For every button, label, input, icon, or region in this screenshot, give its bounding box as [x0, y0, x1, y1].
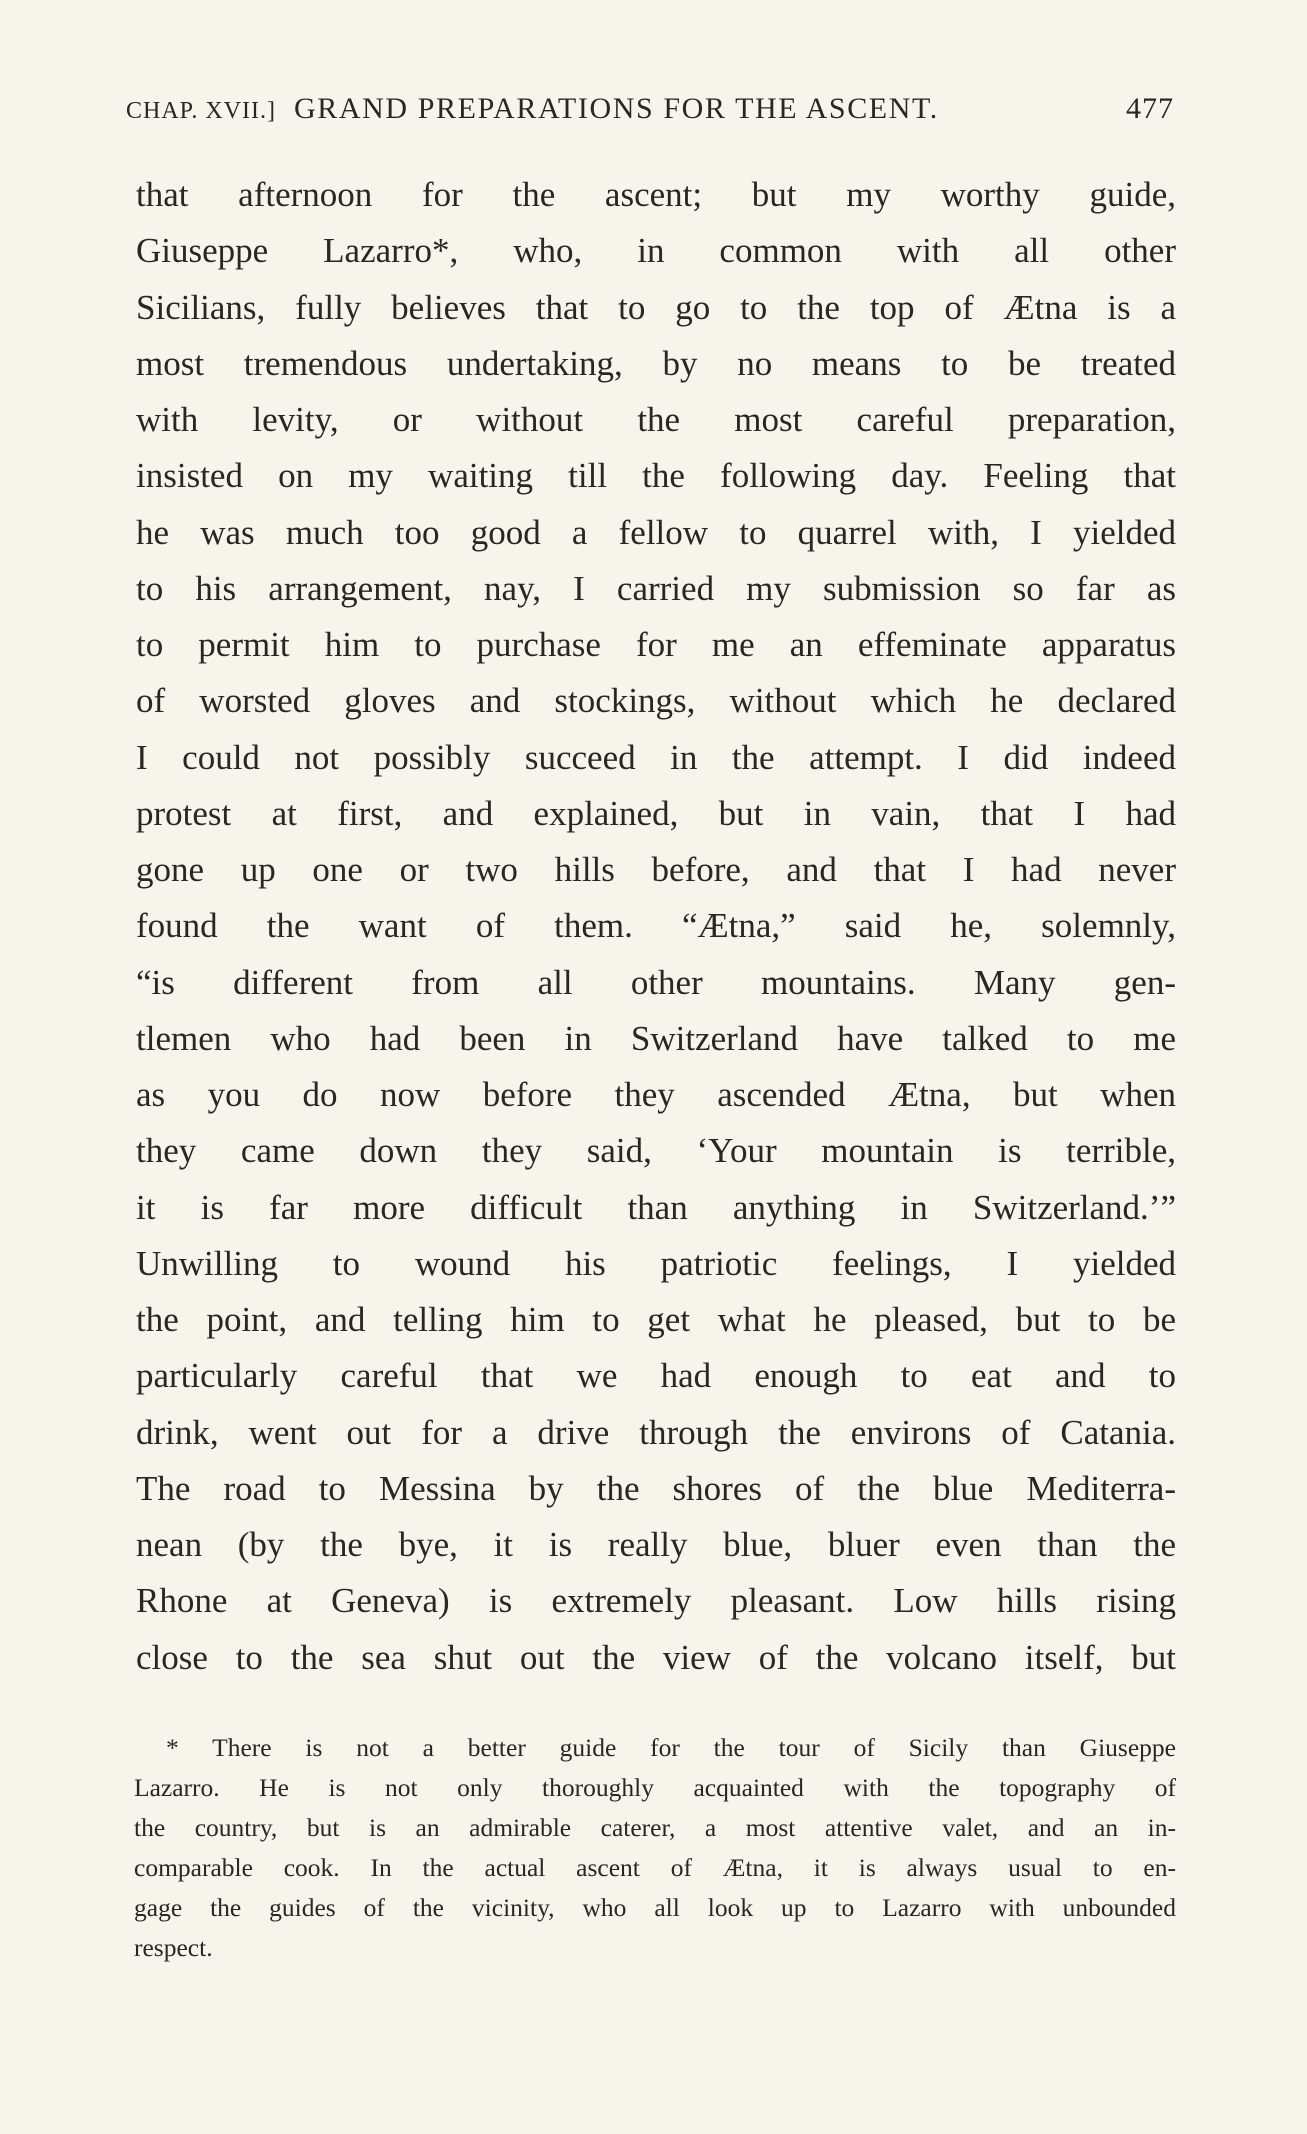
footnote-line: comparable cook. In the actual ascent of Ætna, it is always usual to en- — [134, 1853, 1176, 1882]
text-line: gone up one or two hills before, and that I had never — [136, 850, 1176, 889]
text-line: Giuseppe Lazarro*, who, in common with all other — [136, 231, 1176, 271]
text-line: the point, and telling him to get what he pleased, but to be — [136, 1300, 1176, 1339]
running-title: GRAND PREPARATIONS FOR THE ASCENT. — [294, 92, 939, 125]
body-text — [136, 167, 1176, 1686]
text-line: he was much too good a fellow to quarrel with, I yielded — [136, 512, 1176, 552]
text-line: to permit him to purchase for me an effeminate apparatus — [136, 625, 1176, 664]
footnote — [134, 1728, 1176, 1968]
text-line: Sicilians, fully believes that to go to the top of Ætna is a — [136, 287, 1176, 327]
text-line: that afternoon for the ascent; but my worthy guide, — [136, 175, 1176, 214]
running-head — [126, 92, 1174, 132]
text-line: most tremendous undertaking, by no means to be treated — [136, 343, 1176, 383]
text-line: with levity, or without the most careful preparation, — [136, 400, 1176, 439]
text-line: “is different from all other mountains. Many gen- — [136, 962, 1176, 1002]
footnote-line: respect. — [134, 1933, 213, 1962]
text-line: close to the sea shut out the view of the volcano itself, but — [136, 1637, 1176, 1677]
text-line: Unwilling to wound his patriotic feelings, I yielded — [136, 1243, 1176, 1283]
text-line: they came down they said, ‘Your mountain is terrible, — [136, 1131, 1176, 1171]
footnote-line: the country, but is an admirable caterer, a most attentive valet, and an in- — [134, 1813, 1176, 1842]
text-line: found the want of them. “Ætna,” said he, solemnly, — [136, 906, 1176, 946]
text-line: protest at first, and explained, but in vain, that I had — [136, 793, 1176, 833]
text-line: nean (by the bye, it is really blue, bluer even than the — [136, 1525, 1176, 1564]
footnote-line: gage the guides of the vicinity, who all look up to Lazarro with unbounded — [134, 1893, 1176, 1922]
text-line: drink, went out for a drive through the environs of Catania. — [136, 1412, 1176, 1452]
text-line: particularly careful that we had enough to eat and to — [136, 1356, 1176, 1396]
text-line: tlemen who had been in Switzerland have talked to me — [136, 1018, 1176, 1058]
text-line: insisted on my waiting till the following day. Feeling that — [136, 456, 1176, 496]
footnote-line: * There is not a better guide for the tour of Sicily than Giuseppe — [166, 1733, 1176, 1762]
footnote-line: Lazarro. He is not only thoroughly acquainted with the topography of — [134, 1773, 1176, 1802]
text-line: The road to Messina by the shores of the blue Mediterra- — [136, 1468, 1176, 1508]
text-line: Rhone at Geneva) is extremely pleasant. Low hills rising — [136, 1581, 1176, 1621]
text-line: it is far more difficult than anything in Switzerland.’” — [136, 1187, 1176, 1227]
text-line: to his arrangement, nay, I carried my submission so far as — [136, 568, 1176, 608]
chapter-reference: CHAP. XVII.] — [126, 98, 276, 124]
text-line: I could not possibly succeed in the attempt. I did indeed — [136, 737, 1176, 777]
text-line: of worsted gloves and stockings, without which he declared — [136, 681, 1176, 721]
text-line: as you do now before they ascended Ætna, but when — [136, 1075, 1176, 1114]
page-number: 477 — [1126, 92, 1174, 125]
